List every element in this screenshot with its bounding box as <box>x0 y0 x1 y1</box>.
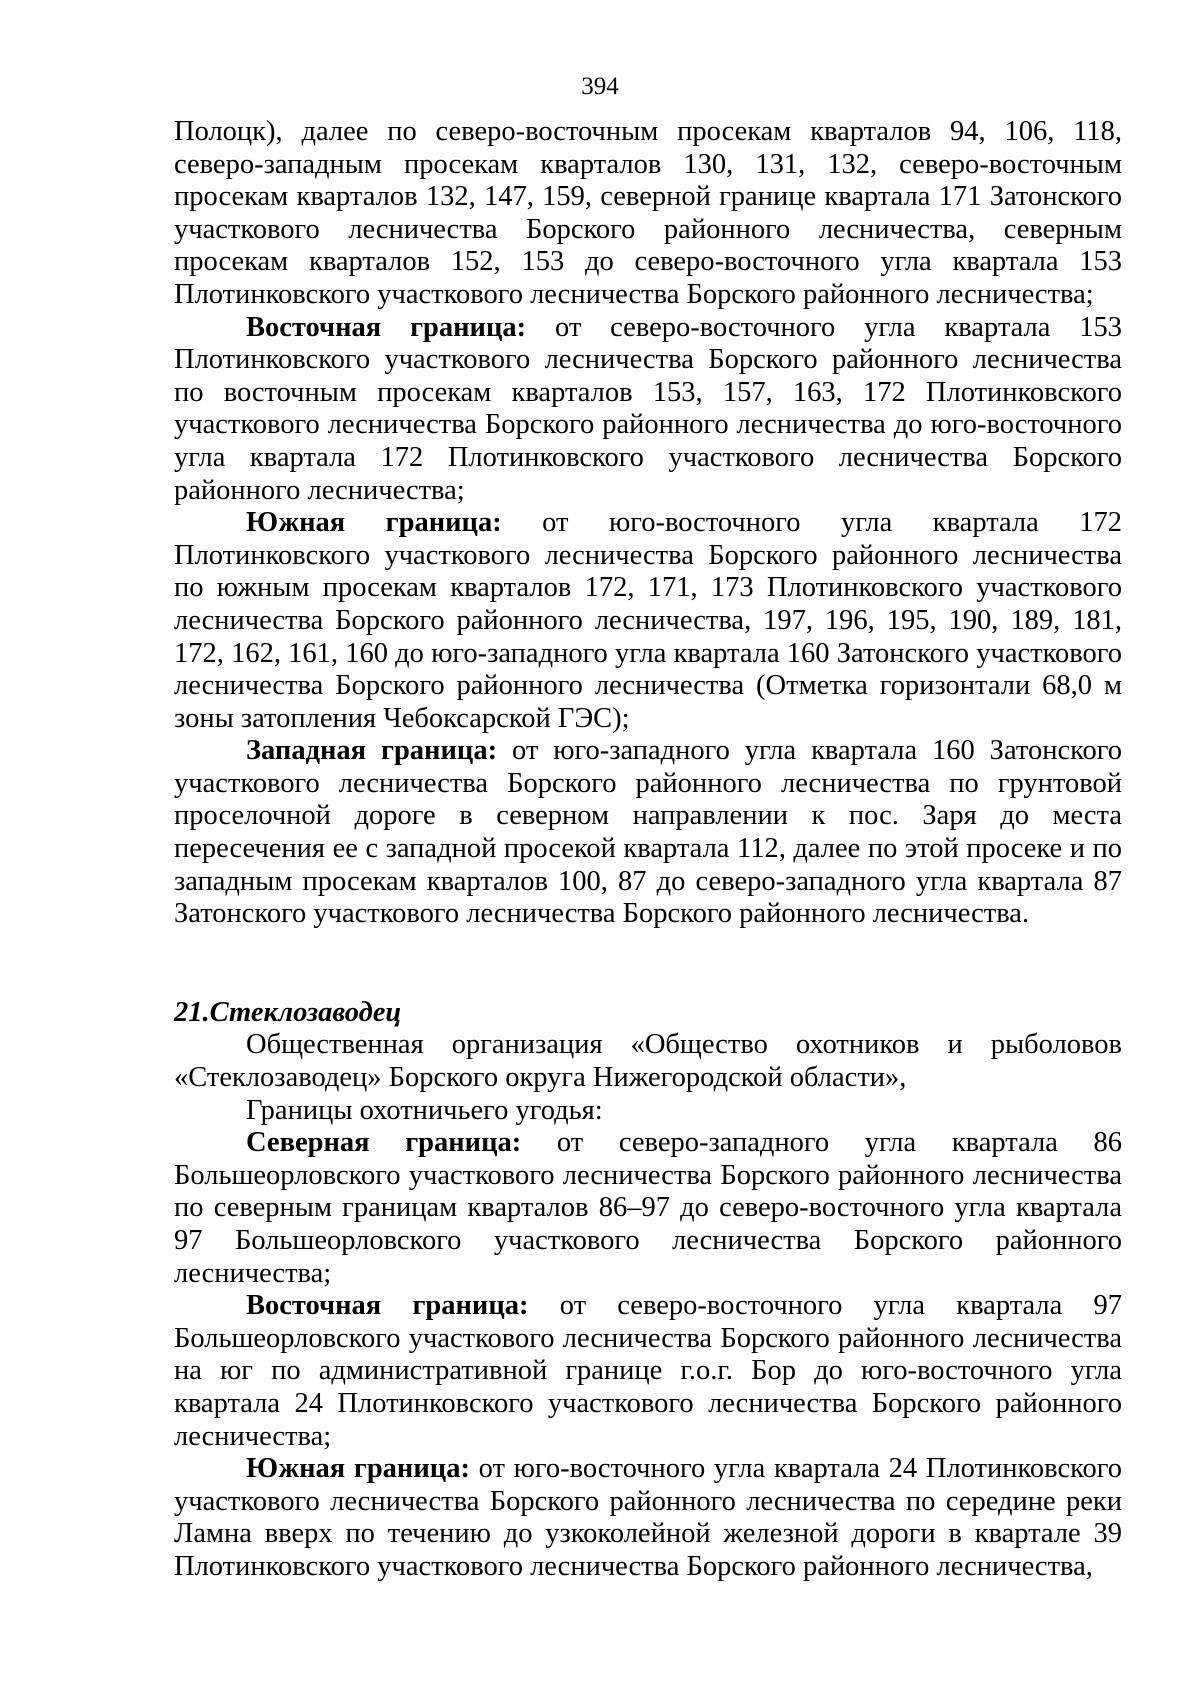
north-boundary-text: от северо-западного угла квартала 86 Большеорловского участкового лесничества Борского районного лесничества по северным границам кварталов 86–97 до северо-восточного угла квартала 97 Большеорловского участкового лесничества Борского районного лесничества; <box>174 1127 1122 1289</box>
document-body <box>174 116 1122 1584</box>
south-boundary-label-21: Южная граница: <box>246 1453 470 1485</box>
south-boundary-paragraph-21 <box>174 1453 1122 1583</box>
continuation-paragraph: Полоцк), далее по северо-восточным просекам кварталов 94, 106, 118, северо-западным просекам кварталов 130, 131, 132, северо-восточным просекам кварталов 132, 147, 159, северной границе квартала 171 Затонского участкового лесничества Борского районного лесничества, северным просекам кварталов 152, 153 до северо-восточного угла квартала 153 Плотинковского участкового лесничества Борского районного лесничества; <box>174 116 1122 310</box>
west-boundary-label: Западная граница: <box>246 735 498 767</box>
south-boundary-paragraph <box>174 507 1122 735</box>
south-boundary-text-21: от юго-восточного угла квартала 24 Плотинковского участкового лесничества Борского районного лесничества по середине реки Ламна вверх по течению до узкоколейной железной дороги в квартале 39 Плотинковского участкового лесничества Борского районного лесничества, <box>174 1453 1122 1582</box>
east-boundary-text: от северо-восточного угла квартала 153 Плотинковского участкового лесничества Борского районного лесничества по восточным просекам кварталов 153, 157, 163, 172 Плотинковского участкового лесничества Борского районного лесничества до юго-восточного угла квартала 172 Плотинковского участкового лесничества Борского районного лесничества; <box>174 311 1122 506</box>
organization-paragraph: Общественная организация «Общество охотников и рыболовов «Стеклозаводец» Борского округа Нижегородской области», <box>174 1029 1122 1094</box>
page-number: 394 <box>581 73 619 100</box>
east-boundary-label-21: Восточная граница: <box>246 1290 529 1322</box>
north-boundary-paragraph <box>174 1127 1122 1290</box>
section-heading: 21.Стеклозаводец <box>174 996 402 1028</box>
east-boundary-label: Восточная граница: <box>246 311 527 343</box>
east-boundary-paragraph <box>174 312 1122 508</box>
west-boundary-paragraph <box>174 735 1122 931</box>
west-boundary-text: от юго-западного угла квартала 160 Затонского участкового лесничества Борского районного лесничества по грунтовой проселочной дороге в северном направлении к пос. Заря до места пересечения ее с западной просекой квартала 112, далее по этой просеке и по западным просекам кварталов 100, 87 до северо-западного угла квартала 87 Затонского участкового лесничества Борского районного лесничества. <box>174 735 1122 930</box>
section-spacer <box>174 931 1122 997</box>
east-boundary-text-21: от северо-восточного угла квартала 97 Большеорловского участкового лесничества Борского районного лесничества на юг по административной границе г.о.г. Бор до юго-восточного угла квартала 24 Плотинковского участкового лесничества Борского районного лесничества; <box>174 1290 1122 1452</box>
east-boundary-paragraph-21 <box>174 1290 1122 1453</box>
north-boundary-label: Северная граница: <box>246 1127 522 1159</box>
boundaries-intro: Границы охотничьего угодья: <box>246 1094 603 1126</box>
south-boundary-label: Южная граница: <box>246 507 502 539</box>
south-boundary-text: от юго-восточного угла квартала 172 Плотинковского участкового лесничества Борского районного лесничества по южным просекам кварталов 172, 171, 173 Плотинковского участкового лесничества Борского районного лесничества, 197, 196, 195, 190, 189, 181, 172, 162, 161, 160 до юго-западного угла квартала 160 Затонского участкового лесничества Борского районного лесничества (Отметка горизонтали 68,0 м зоны затопления Чебоксарской ГЭС); <box>174 507 1122 734</box>
